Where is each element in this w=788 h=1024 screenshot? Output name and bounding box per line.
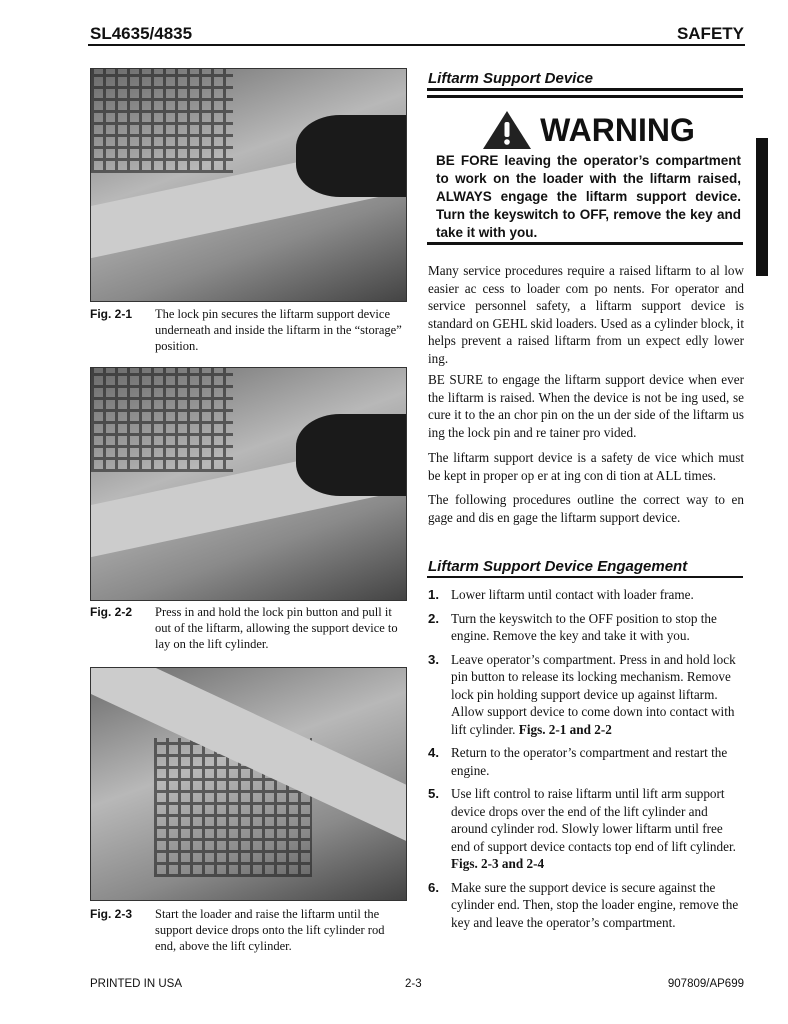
header-model: SL4635/4835 [90,24,193,43]
figure-2-1-photo [90,68,407,302]
engagement-steps [428,586,744,937]
figure-2-3-caption: Fig. 2-3 Start the loader and raise the liftarm until the support device drops onto the lift cylinder rod end, above the lift cylinder. [90,907,385,953]
rule [427,88,743,91]
paragraph: BE SURE to engage the liftarm support device when ever the liftarm is raised. When the device is not be ing used, se cure it to the an chor pin on the un der side of the liftarm us ing the lock pin and re tainer pro vided. [428,372,744,440]
paragraph: Many service procedures require a raised liftarm to al low easier ac cess to loader com po nents. For operator and service personnel safety, a liftarm support device is standard on GEHL skid loaders. Used as a cylinder block, it helps prevent a raised liftarm from un expect edly lower ing. [428,263,744,366]
rule [427,95,743,98]
section-thumb-tab [756,138,768,276]
rule [427,576,743,578]
header-section: SAFETY [676,24,744,43]
section-title-engagement: Liftarm Support Device Engagement [428,558,688,575]
warning-triangle-icon [482,110,532,150]
figure-2-3-photo [90,667,407,901]
step-item: 4. Return to the operator’s compartment and restart the engine. [428,745,728,778]
section-title-liftarm-support: Liftarm Support Device [428,70,594,87]
page-number: 2-3 [405,978,422,990]
footer-left: PRINTED IN USA [90,978,183,990]
warning-box [436,110,741,242]
figure-2-2-caption: Fig. 2-2 Press in and hold the lock pin button and pull it out of the liftarm, allowing the support device to lay on the lift cylinder. [90,605,398,651]
paragraph: The liftarm support device is a safety de vice which must be kept in proper op er at ing con di tion at ALL times. [428,450,744,483]
paragraph: The following procedures outline the correct way to en gage and dis en gage the liftarm support device. [428,492,744,525]
figure-2-1-caption: Fig. 2-1 The lock pin secures the liftarm support device underneath and inside the liftarm in the “storage” position. [90,307,402,353]
header-rule [88,44,745,46]
rule [427,242,743,245]
step-item: 3. Leave operator’s compartment. Press in and hold lock pin button to release its locking mechanism. Remove lock pin holding support device up against liftarm. Allow support device to come down into contact with lift cylinder. Figs. 2-1 and 2-2 [428,651,736,737]
warning-title: WARNING [540,111,695,148]
figure-2-2-photo [90,367,407,601]
step-item: 1. Lower liftarm until contact with loader frame. [428,587,694,602]
warning-body: BE FORE leaving the operator’s compartment to work on the loader with the liftarm raised, ALWAYS engage the liftarm support device. Turn the keyswitch to OFF, remove the key and take it with you. [436,153,741,240]
step-item: 6. Make sure the support device is secure against the cylinder end. Then, stop the loader engine, remove the key and leave the operator’s compartment. [428,879,739,930]
footer-right: 907809/AP699 [667,978,744,990]
step-item: 2. Turn the keyswitch to the OFF position to stop the engine. Remove the key and take it with you. [428,610,717,643]
step-item: 5. Use lift control to raise liftarm until lift arm support device drops over the end of the lift cylinder and around cylinder rod. Slowly lower liftarm until free end of support device contacts top end of lift cylinder. Figs. 2-3 and 2-4 [428,786,736,871]
